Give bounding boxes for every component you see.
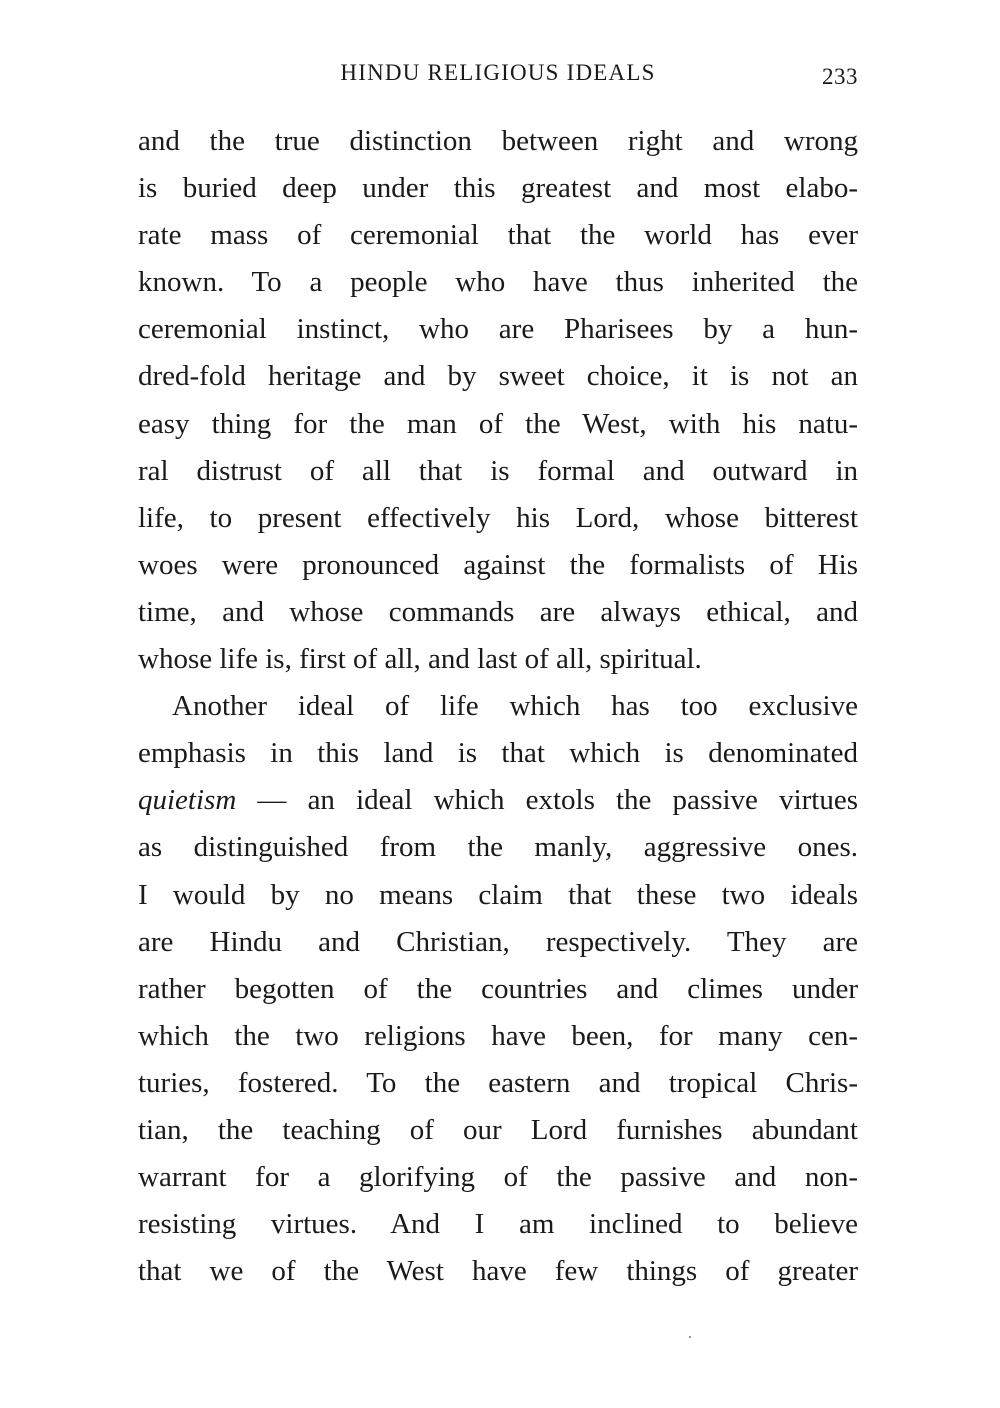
text-line: ceremonial instinct, who are Pharisees by a hun- <box>138 313 858 346</box>
text-line: tian, the teaching of our Lord furnishes abundant <box>138 1113 858 1146</box>
page-number: 233 <box>822 64 858 89</box>
line-rest: an ideal which extols the passive virtues <box>307 784 858 817</box>
text-line: life, to present effectively his Lord, whose bitterest <box>138 501 858 534</box>
text-line: woes were pronounced against the formalists of His <box>138 548 858 581</box>
text-line: I would by no means claim that these two ideals <box>138 878 858 911</box>
text-line: are Hindu and Christian, respectively. They are <box>138 925 858 958</box>
text-line: emphasis in this land is that which is denominated <box>138 737 858 770</box>
text-line: dred-fold heritage and by sweet choice, it is not an <box>138 360 858 393</box>
text-line: as distinguished from the manly, aggressive ones. <box>138 831 858 864</box>
text-line: easy thing for the man of the West, with his natu- <box>138 407 858 440</box>
text-line: that we of the West have few things of greater <box>138 1255 858 1288</box>
text-line: warrant for a glorifying of the passive and non- <box>138 1161 858 1194</box>
paragraph-2 <box>138 683 858 1295</box>
text-line: Another ideal of life which has too exclusive <box>172 690 858 723</box>
em-dash: — <box>257 784 287 817</box>
text-line: rate mass of ceremonial that the world has ever <box>138 219 858 252</box>
text-line: time, and whose commands are always ethical, and <box>138 595 858 628</box>
italic-term: quietism <box>138 784 237 817</box>
text-line: rather begotten of the countries and climes under <box>138 972 858 1005</box>
text-line: resisting virtues. And I am inclined to believe <box>138 1208 858 1241</box>
text-line: whose life is, first of all, and last of all, spiritual. <box>138 643 702 676</box>
text-line: known. To a people who have thus inherited the <box>138 266 858 299</box>
text-line: is buried deep under this greatest and most elabo- <box>138 172 858 205</box>
running-head <box>138 60 858 96</box>
body-text <box>138 118 858 1295</box>
text-line-quietism <box>138 777 858 824</box>
paragraph-1 <box>138 118 858 683</box>
text-line: which the two religions have been, for many cen- <box>138 1019 858 1052</box>
text-line: ral distrust of all that is formal and outward in <box>138 454 858 487</box>
text-line: and the true distinction between right and wrong <box>138 125 858 157</box>
running-title: HINDU RELIGIOUS IDEALS <box>340 60 656 85</box>
print-speck <box>689 1336 691 1338</box>
text-line: turies, fostered. To the eastern and tropical Chris- <box>138 1066 858 1099</box>
